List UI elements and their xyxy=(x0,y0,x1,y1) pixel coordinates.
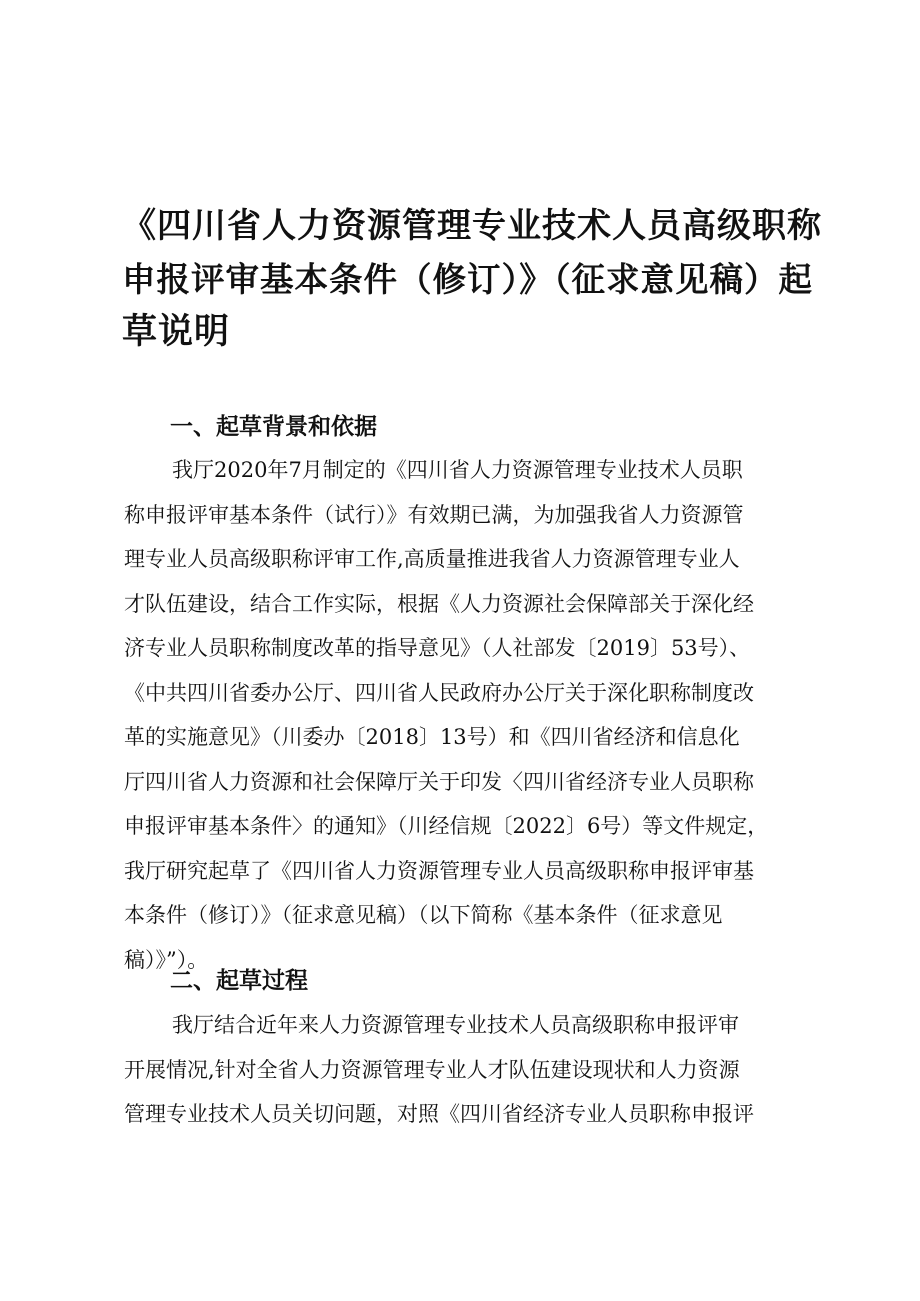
paragraph-line: 管理专业技术人员关切问题，对照《四川省经济专业人员职称申报评 xyxy=(124,1102,754,1126)
paragraph-line: 开展情况,针对全省人力资源管理专业人才队伍建设现状和人力资源 xyxy=(124,1057,740,1082)
paragraph-line: 《中共四川省委办公厅、四川省人民政府办公厅关于深化职称制度改 xyxy=(124,680,754,705)
paragraph-line: 革的实施意见》（川委办〔2018〕13号）和《四川省经济和信息化 xyxy=(124,725,740,749)
paragraph-line: 我厅研究起草了《四川省人力资源管理专业人员高级职称申报评审基 xyxy=(124,858,754,883)
paragraph-line: 稿）》”）。 xyxy=(124,947,209,972)
paragraph-line: 本条件（修订）》（征求意见稿）（以下简称《基本条件（征求意见 xyxy=(124,903,723,927)
paragraph-line: 我厅2020年7月制定的《四川省人力资源管理专业技术人员职 xyxy=(172,458,743,482)
paragraph-line: 理专业人员高级职称评审工作,高质量推进我省人力资源管理专业人 xyxy=(124,547,740,571)
section-heading-process: 二、起草过程 xyxy=(170,968,308,994)
paragraph-line: 厅四川省人力资源和社会保障厅关于印发〈四川省经济专业人员职称 xyxy=(124,769,754,794)
section-background-paragraph xyxy=(124,448,814,982)
title-line-2: 申报评审基本条件（修订）》（征求意见稿）起 xyxy=(122,260,813,299)
paragraph-line: 申报评审基本条件〉的通知》（川经信规〔2022〕6号）等文件规定， xyxy=(124,814,769,838)
document-title xyxy=(122,200,822,359)
paragraph-line: 济专业人员职称制度改革的指导意见》（人社部发〔2019〕53号）、 xyxy=(124,636,751,660)
paragraph-line: 才队伍建设，结合工作实际，根据《人力资源社会保障部关于深化经 xyxy=(124,591,754,616)
title-line-1: 《四川省人力资源管理专业技术人员高级职称 xyxy=(122,206,822,246)
paragraph-line: 称申报评审基本条件（试行）》有效期已满，为加强我省人力资源管 xyxy=(124,502,744,527)
paragraph-line: 我厅结合近年来人力资源管理专业技术人员高级职称申报评审 xyxy=(172,1013,739,1037)
section-heading-background: 一、起草背景和依据 xyxy=(170,414,377,440)
section-process-paragraph xyxy=(124,1003,814,1137)
title-line-3: 草说明 xyxy=(122,312,231,352)
